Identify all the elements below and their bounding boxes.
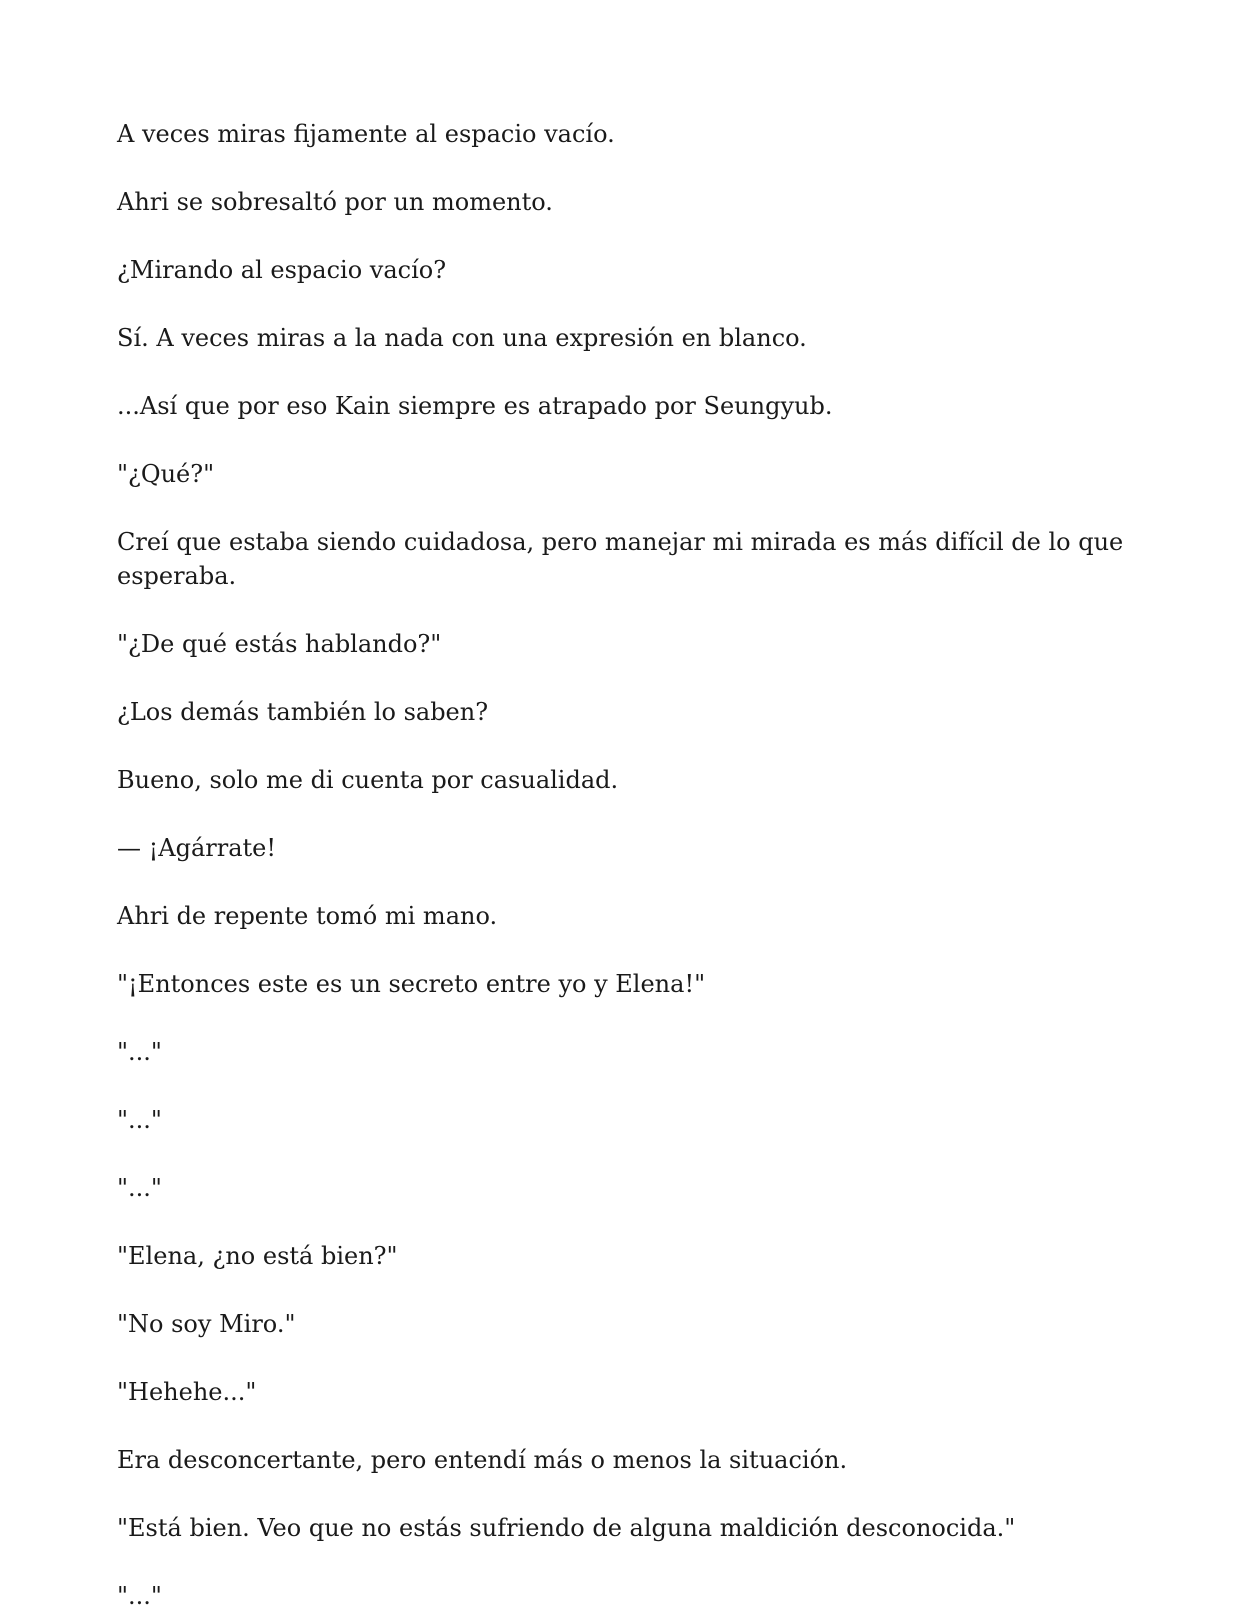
paragraph: "...": [117, 1582, 162, 1610]
paragraph: Ahri de repente tomó mi mano.: [117, 902, 498, 930]
paragraph: Era desconcertante, pero entendí más o menos la situación.: [117, 1446, 848, 1474]
document-body: [117, 117, 1127, 1617]
paragraph: "¿Qué?": [117, 460, 215, 488]
paragraph: "Elena, ¿no está bien?": [117, 1242, 398, 1270]
paragraph: "...": [117, 1174, 162, 1202]
paragraph: "No soy Miro.": [117, 1310, 296, 1338]
paragraph: Bueno, solo me di cuenta por casualidad.: [117, 766, 619, 794]
paragraph: ¿Los demás también lo saben?: [117, 698, 489, 726]
paragraph: Sí. A veces miras a la nada con una expresión en blanco.: [117, 324, 807, 352]
paragraph: "¡Entonces este es un secreto entre yo y Elena!": [117, 970, 706, 998]
paragraph: Creí que estaba siendo cuidadosa, pero manejar mi mirada es más difícil de lo que esperaba.: [117, 528, 1124, 590]
paragraph: "Está bien. Veo que no estás sufriendo de alguna maldición desconocida.": [117, 1514, 1016, 1542]
paragraph: "...": [117, 1038, 162, 1066]
paragraph: ...Así que por eso Kain siempre es atrapado por Seungyub.: [117, 392, 833, 420]
paragraph: A veces miras fijamente al espacio vacío.: [117, 120, 615, 148]
paragraph: "...": [117, 1106, 162, 1134]
paragraph: "Hehehe...": [117, 1378, 257, 1406]
paragraph: Ahri se sobresaltó por un momento.: [117, 188, 553, 216]
paragraph: — ¡Agárrate!: [117, 834, 277, 862]
paragraph: "¿De qué estás hablando?": [117, 630, 442, 658]
paragraph: ¿Mirando al espacio vacío?: [117, 256, 447, 284]
